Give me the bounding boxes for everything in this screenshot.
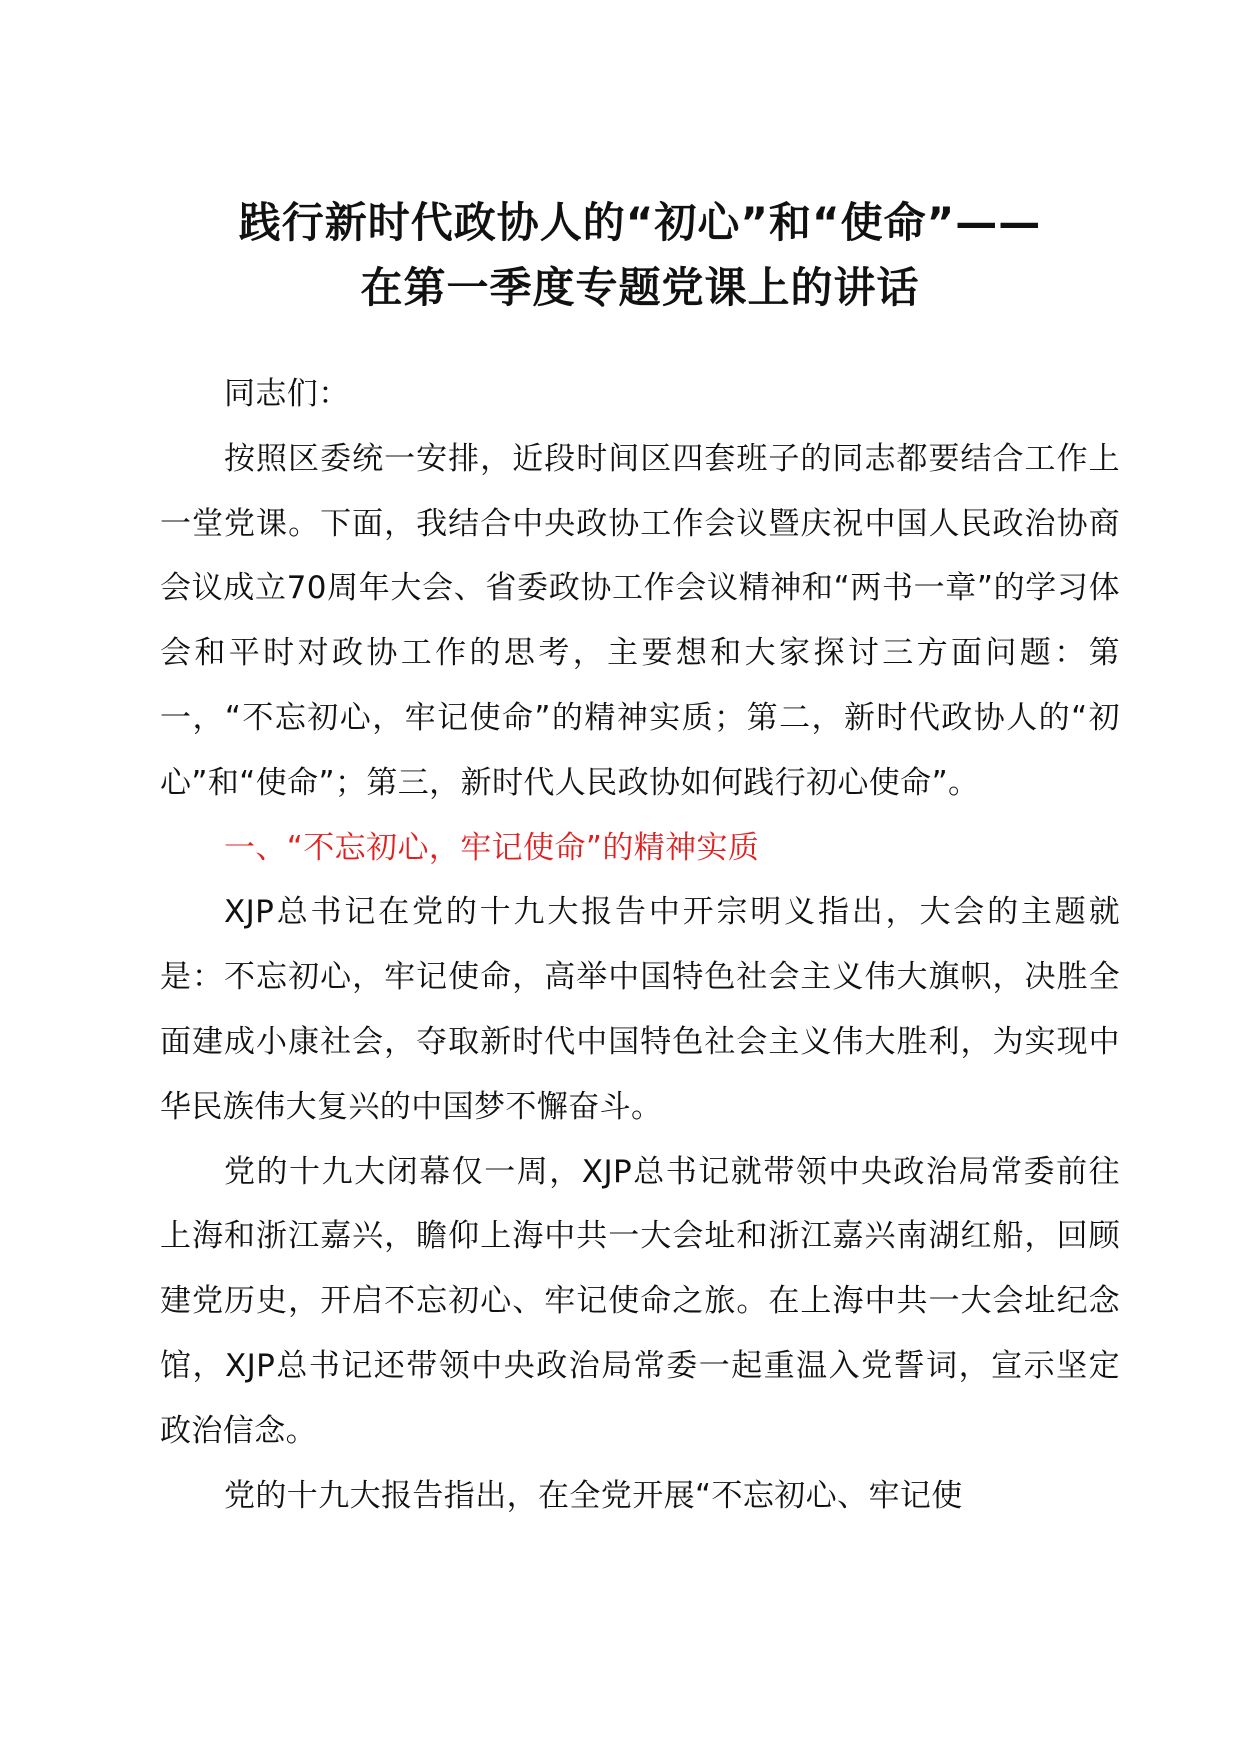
- document-body: [160, 362, 1120, 1528]
- body-paragraph: 党的十九大闭幕仅一周，XJP总书记就带领中央政治局常委前往上海和浙江嘉兴，瞻仰上海中共一大会址和浙江嘉兴南湖红船，回顾建党历史，开启不忘初心、牢记使命之旅。在上海中共一大会址纪念馆，XJP总书记还带领中央政治局常委一起重温入党誓词，宣示坚定政治信念。: [160, 1153, 1120, 1449]
- section-heading: 一、“不忘初心，牢记使命”的精神实质: [224, 829, 760, 866]
- body-paragraph: XJP总书记在党的十九大报告中开宗明义指出，大会的主题就是：不忘初心，牢记使命，高举中国特色社会主义伟大旗帜，决胜全面建成小康社会，夺取新时代中国特色社会主义伟大胜利，为实现中华民族伟大复兴的中国梦不懈奋斗。: [160, 894, 1120, 1125]
- title-line-2: 在第一季度专题党课上的讲话: [360, 263, 920, 312]
- document-title: [160, 190, 1120, 320]
- intro-paragraph: 按照区委统一安排，近段时间区四套班子的同志都要结合工作上一堂党课。下面，我结合中央政协工作会议暨庆祝中国人民政治协商会议成立70周年大会、省委政协工作会议精神和“两书一章”的学习体会和平时对政协工作的思考，主要想和大家探讨三方面问题：第一，“不忘初心，牢记使命”的精神实质；第二，新时代政协人的“初心”和“使命”；第三，新时代人民政协如何践行初心使命”。: [160, 440, 1120, 801]
- document-page: [160, 0, 1120, 1754]
- salutation: 同志们：: [224, 376, 350, 412]
- title-line-1: 践行新时代政协人的“初心”和“使命”——: [238, 198, 1042, 247]
- body-paragraph: 党的十九大报告指出，在全党开展“不忘初心、牢记使: [224, 1477, 963, 1514]
